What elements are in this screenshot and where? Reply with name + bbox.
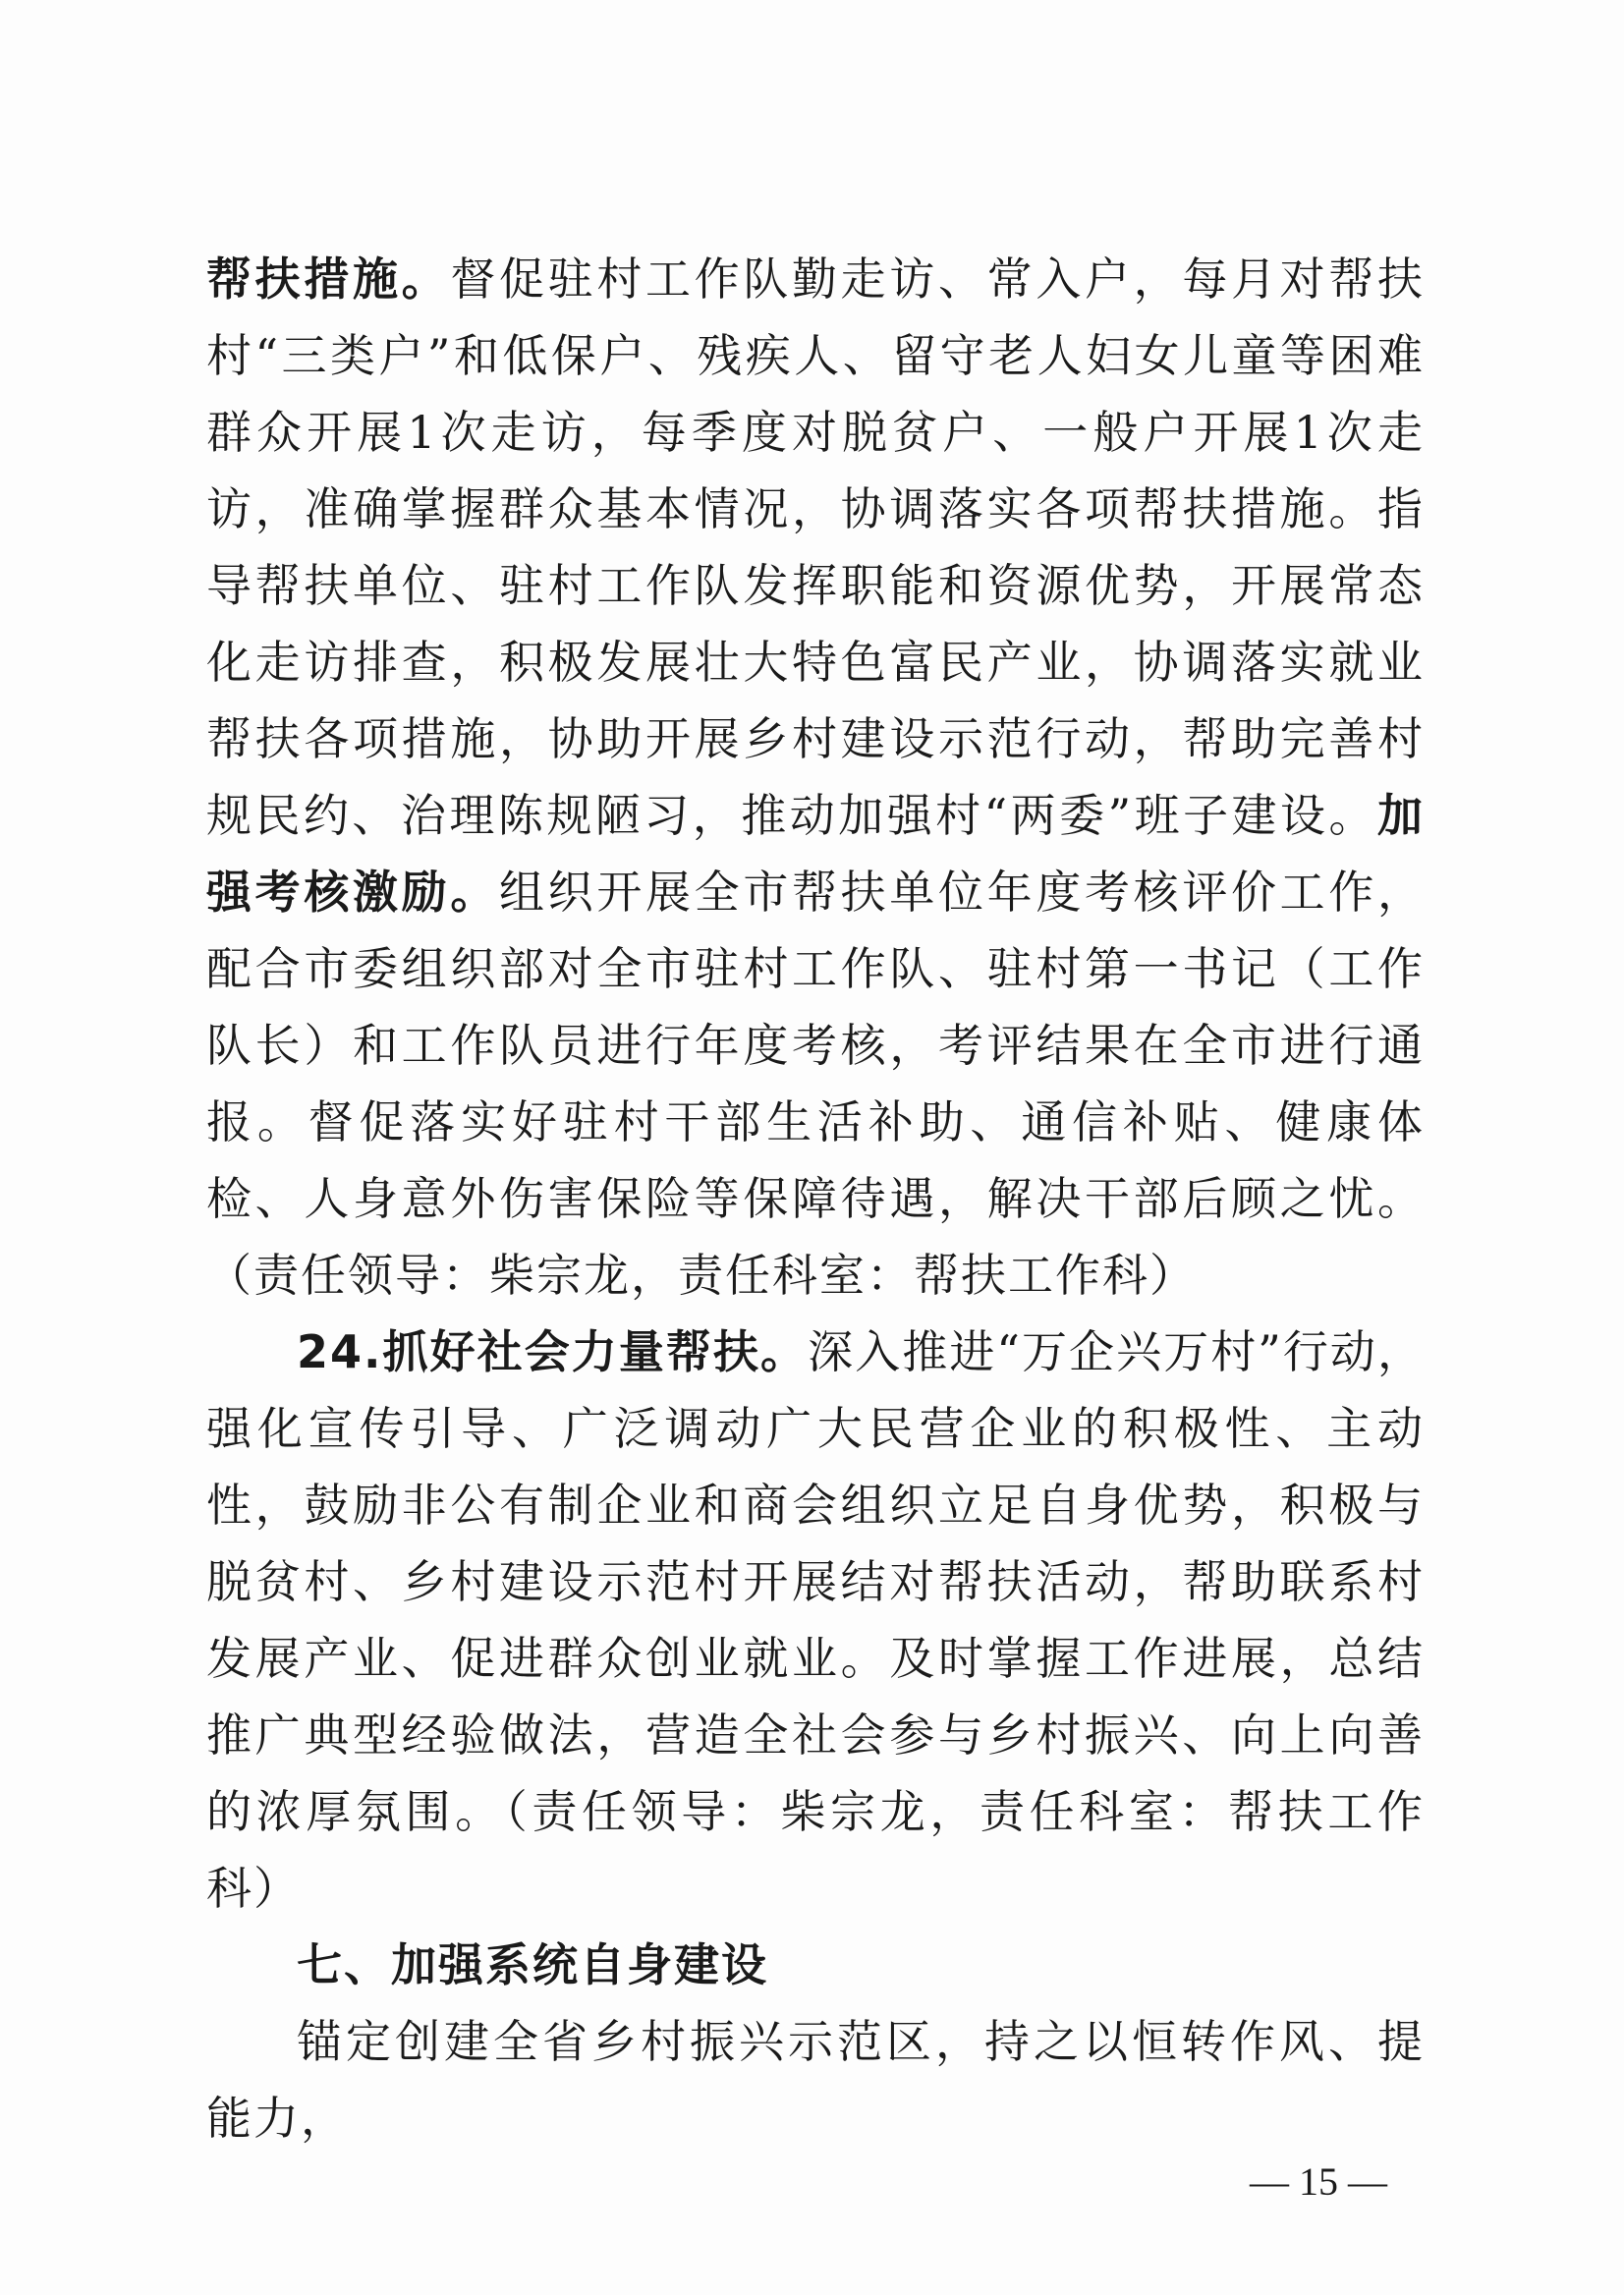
- paragraph-text: 组织开展全市帮扶单位年度考核评价工作，配合市委组织部对全市驻村工作队、驻村第一书记（工作队长）和工作队员进行年度考核，考评结果在全市进行通报。督促落实好驻村干部生活补助、通信补贴、健康体检、人身意外伤害保险等保障待遇，解决干部后顾之忧。（责任领导：柴宗龙，责任科室：帮扶工作科）: [206, 866, 1426, 1302]
- bold-lead-social-support: 24.抓好社会力量帮扶。: [297, 1325, 809, 1378]
- paragraph-social-support: [206, 1314, 1425, 1927]
- paragraph-text: 锚定创建全省乡村振兴示范区，持之以恒转作风、提能力，: [206, 2015, 1425, 2145]
- bold-lead-support-measures: 帮扶措施。: [206, 252, 451, 306]
- body-text: [206, 241, 1425, 2156]
- paragraph-text: 深入推进“万企兴万村”行动，强化宣传引导、广泛调动广大民营企业的积极性、主动性，鼓励非公有制企业和商会组织立足自身优势，积极与脱贫村、乡村建设示范村开展结对帮扶活动，帮助联系村发展产业、促进群众创业就业。及时掌握工作进展，总结推广典型经验做法，营造全社会参与乡村振兴、向上向善的浓厚氛围。（责任领导：柴宗龙，责任科室：帮扶工作科）: [206, 1325, 1425, 1915]
- paragraph-support-measures: [206, 241, 1425, 1314]
- bold-lead-assessment: 加强考核激励。: [206, 789, 1425, 919]
- paragraph-text: 督促驻村工作队勤走访、常入户，每月对帮扶村“三类户”和低保户、残疾人、留守老人妇女儿童等困难群众开展1次走访，每季度对脱贫户、一般户开展1次走访，准确掌握群众基本情况，协调落实各项帮扶措施。指导帮扶单位、驻村工作队发挥职能和资源优势，开展常态化走访排查，积极发展壮大特色富民产业，协调落实就业帮扶各项措施，协助开展乡村建设示范行动，帮助完善村规民约、治理陈规陋习，推动加强村“两委”班子建设。: [206, 252, 1426, 842]
- paragraph-self-building: [206, 2003, 1425, 2156]
- section-heading: 七、加强系统自身建设: [297, 1938, 768, 1991]
- page-number: — 15 —: [1250, 2159, 1387, 2204]
